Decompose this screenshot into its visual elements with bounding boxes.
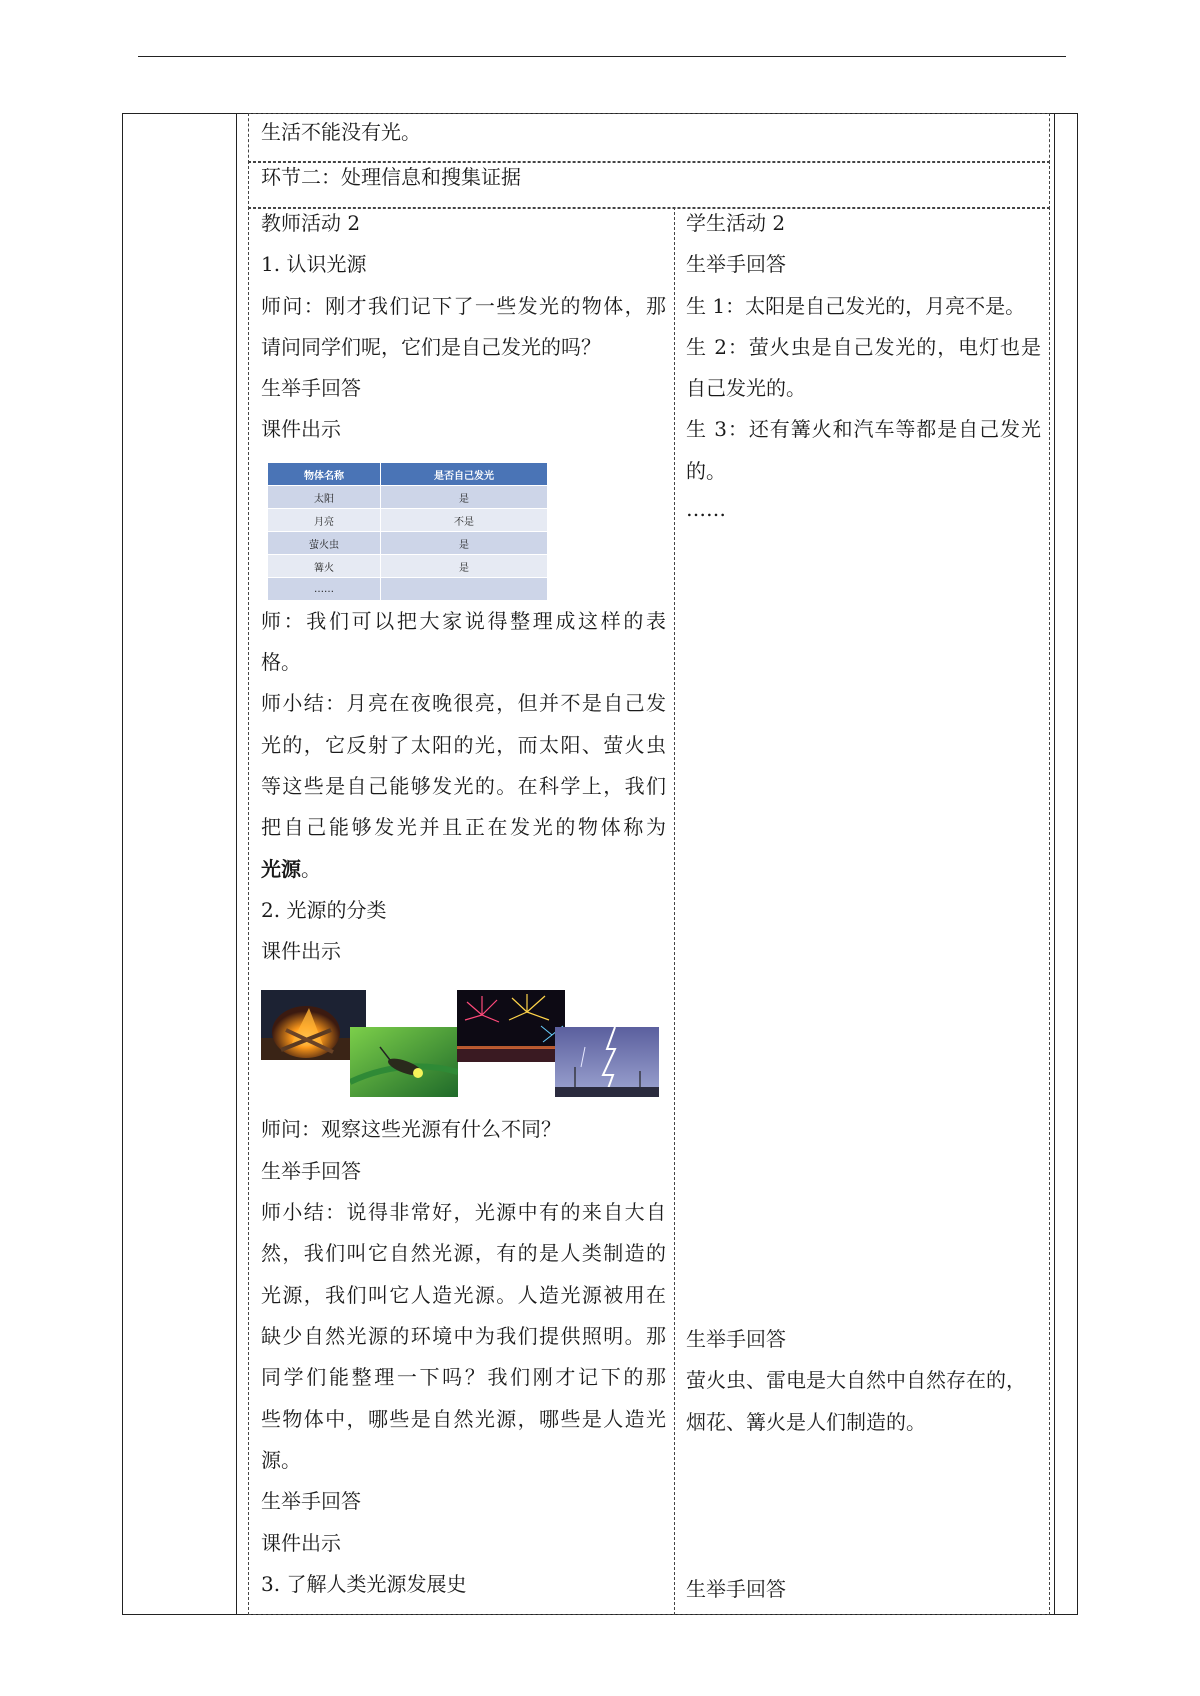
teacher-line: 师小结：月亮在夜晚很亮，但并不是自己发 [261,691,666,715]
slide-table-cell: 月亮 [268,509,381,532]
teacher-line: 2. 光源的分类 [261,898,387,922]
term-period: 。 [301,857,321,881]
student-line: 生 3：还有篝火和汽车等都是自己发光 [686,417,1041,441]
teacher-line: 同学们能整理一下吗？我们刚才记下的那 [261,1365,666,1389]
student-line: 生 2：萤火虫是自己发光的，电灯也是 [686,335,1041,359]
teacher-line: 然，我们叫它自然光源，有的是人类制造的 [261,1241,666,1265]
teacher-line: 等这些是自己能够发光的。在科学上，我们 [261,774,666,798]
teacher-line: 师小结：说得非常好，光源中有的来自大自 [261,1200,666,1224]
slide-table-cell: 萤火虫 [268,532,381,555]
student-line: 烟花、篝火是人们制造的。 [686,1410,926,1434]
teacher-line: 师问：观察这些光源有什么不同？ [261,1117,561,1141]
teacher-line: 生举手回答 [261,376,361,400]
student-line: 的。 [686,459,726,483]
term-light-source: 光源 [261,857,301,881]
slide-table-header: 是否自己发光 [381,463,548,486]
student-line: 生举手回答 [686,1577,786,1601]
teacher-line: 课件出示 [261,939,341,963]
teacher-line: 课件出示 [261,1531,341,1555]
teacher-line: 师：我们可以把大家说得整理成这样的表 [261,609,666,633]
teacher-line: 生举手回答 [261,1489,361,1513]
teacher-line: 把自己能够发光并且正在发光的物体称为 [261,815,666,839]
teacher-line-term [261,855,321,883]
student-heading: 学生活动 2 [686,211,786,235]
dashed-column-divider [674,207,675,1615]
fireworks-photo [457,990,565,1062]
slide-table-cell: 是 [381,532,548,555]
student-line: 生 1：太阳是自己发光的，月亮不是。 [686,294,1026,318]
lightning-photo [555,1027,659,1097]
intro-text: 生活不能没有光。 [261,120,421,144]
student-line: 生举手回答 [686,252,786,276]
header-rule [138,56,1066,57]
teacher-line: 些物体中，哪些是自然光源，哪些是人造光 [261,1407,666,1431]
slide-table-header: 物体名称 [268,463,381,486]
teacher-line: 光源，我们叫它人造光源。人造光源被用在 [261,1283,666,1307]
outer-table-divider-left [236,113,237,1615]
teacher-heading: 教师活动 2 [261,211,361,235]
slide-table-cell: 不是 [381,509,548,532]
teacher-line: 请问同学们呢，它们是自己发光的吗？ [261,335,601,359]
teacher-line: 3. 了解人类光源发展史 [261,1572,467,1596]
firefly-photo [350,1027,458,1097]
section-title: 环节二：处理信息和搜集证据 [261,165,521,189]
teacher-line: 课件出示 [261,417,341,441]
student-line: 自己发光的。 [686,376,806,400]
slide-table-cell: 是 [381,555,548,578]
teacher-line: 师问：刚才我们记下了一些发光的物体，那 [261,294,666,318]
teacher-line: 光的，它反射了太阳的光，而太阳、萤火虫 [261,733,666,757]
student-line: 萤火虫、雷电是大自然中自然存在的， [686,1368,1026,1392]
slide-table-image [268,463,548,600]
student-line: …… [686,497,726,521]
teacher-line: 格。 [261,650,301,674]
teacher-line: 生举手回答 [261,1159,361,1183]
teacher-line: 1. 认识光源 [261,252,367,276]
slide-table-cell: 篝火 [268,555,381,578]
teacher-line: 缺少自然光源的环境中为我们提供照明。那 [261,1324,666,1348]
slide-table-cell: 是 [381,486,548,509]
slide-table-cell: …… [268,578,381,601]
outer-table-divider-right [1054,113,1055,1615]
teacher-line: 源。 [261,1448,301,1472]
student-line: 生举手回答 [686,1327,786,1351]
slide-table-cell: 太阳 [268,486,381,509]
slide-table-cell [381,578,548,601]
